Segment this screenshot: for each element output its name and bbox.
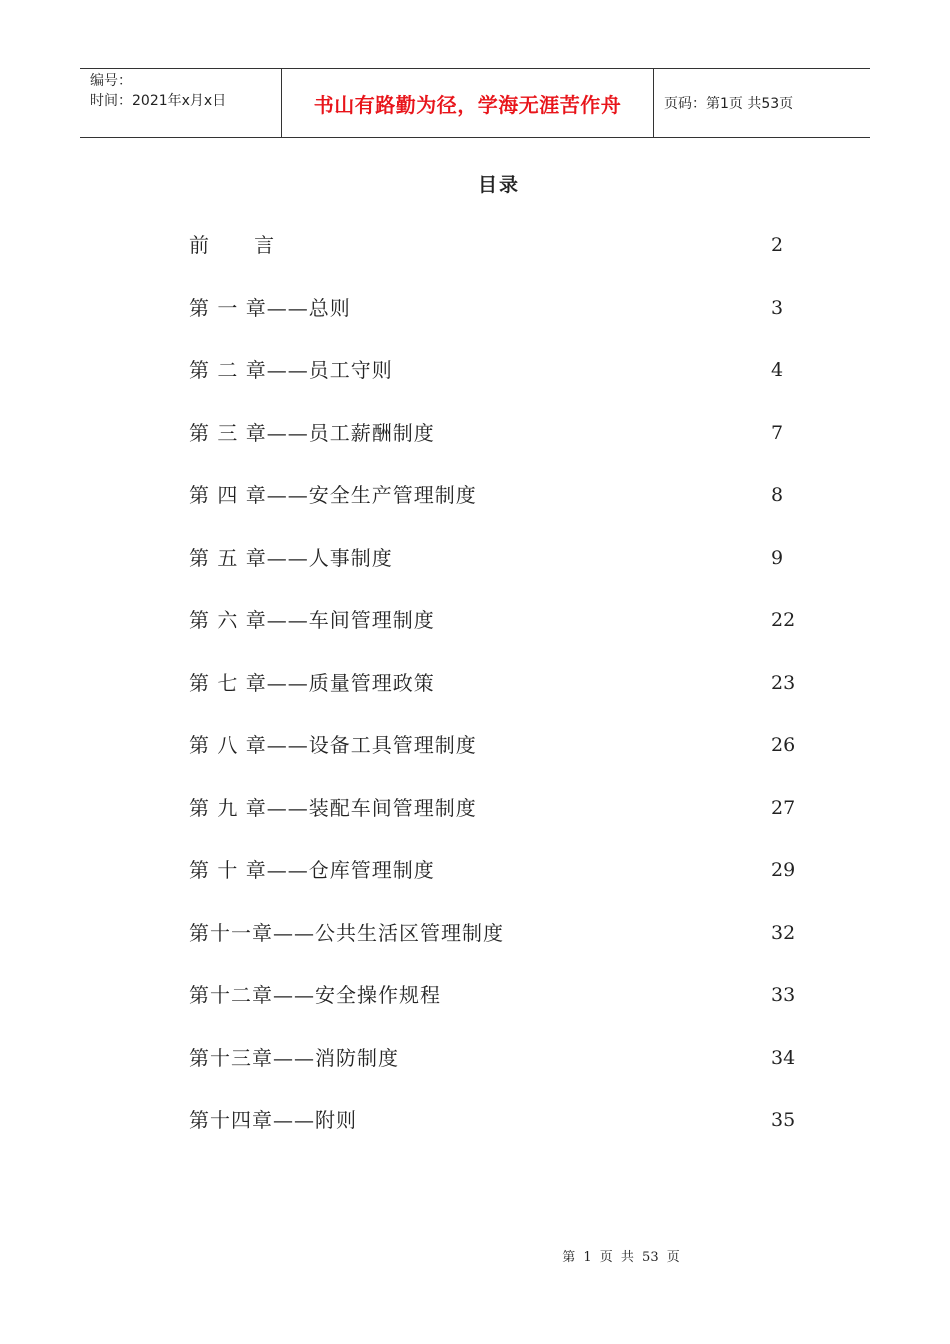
toc-entry-page: 33: [771, 984, 796, 1006]
toc-entry-label: 前 言: [189, 233, 276, 257]
toc-entry-chapter-14[interactable]: [189, 1103, 819, 1166]
toc-entry-chapter-2[interactable]: [189, 353, 819, 416]
toc-entry-page: 27: [771, 796, 796, 819]
toc-entry-label: 第 四 章——安全生产管理制度: [189, 483, 477, 507]
toc-entry-page: 22: [771, 609, 796, 631]
toc-entry-preface[interactable]: [189, 228, 819, 291]
toc-entry-page: 4: [771, 359, 784, 381]
toc-entry-label: 第十二章——安全操作规程: [189, 983, 441, 1007]
time-label: 时间：2021年x月x日: [90, 93, 227, 109]
toc-entry-chapter-1[interactable]: [189, 291, 819, 354]
toc-entry-label: 第 七 章——质量管理政策: [189, 670, 435, 695]
toc-entry-page: 35: [771, 1109, 796, 1131]
toc-entry-label: 第 八 章——设备工具管理制度: [189, 733, 477, 757]
toc-entry-page: 29: [771, 859, 796, 881]
toc-entry-label: 第 一 章——总则: [189, 295, 351, 320]
toc-entry-page: 8: [771, 484, 784, 506]
toc-entry-chapter-13[interactable]: [189, 1041, 819, 1104]
toc-entry-chapter-9[interactable]: [189, 791, 819, 854]
header-page-cell: [654, 69, 870, 137]
toc-entry-label: 第十一章——公共生活区管理制度: [189, 920, 504, 945]
toc-entry-chapter-11[interactable]: [189, 916, 819, 979]
toc-entry-label: 第十三章——消防制度: [189, 1045, 399, 1070]
toc-entry-page: 32: [771, 921, 796, 944]
toc-entry-chapter-7[interactable]: [189, 666, 819, 729]
toc-entry-chapter-12[interactable]: [189, 978, 819, 1041]
document-header: [80, 68, 870, 138]
number-label: 编号：: [90, 73, 132, 89]
motto-text: 书山有路勤为径，学海无涯苦作舟: [313, 92, 622, 117]
toc-entry-label: 第十四章——附则: [189, 1108, 357, 1132]
toc-entry-page: 7: [771, 421, 784, 444]
toc-entry-chapter-10[interactable]: [189, 853, 819, 916]
toc-title: 目录: [477, 174, 520, 196]
toc-entry-chapter-3[interactable]: [189, 416, 819, 479]
toc-entry-chapter-4[interactable]: [189, 478, 819, 541]
toc-entry-page: 23: [771, 671, 796, 694]
toc-entry-page: 3: [771, 296, 784, 319]
page-info: 页码：第1页 共53页: [664, 96, 794, 112]
header-meta-cell: [80, 69, 282, 137]
toc-entry-page: 26: [771, 734, 796, 756]
toc-entry-label: 第 三 章——员工薪酬制度: [189, 420, 435, 445]
toc-entry-label: 第 六 章——车间管理制度: [189, 608, 435, 632]
toc-entry-page: 34: [771, 1046, 796, 1069]
page-footer: 第 1 页 共 53 页: [562, 1250, 680, 1265]
toc-entry-chapter-8[interactable]: [189, 728, 819, 791]
toc-entry-label: 第 五 章——人事制度: [189, 545, 393, 570]
toc-entry-label: 第 二 章——员工守则: [189, 358, 393, 382]
table-of-contents: [189, 228, 819, 1166]
toc-entry-chapter-6[interactable]: [189, 603, 819, 666]
toc-entry-page: 9: [771, 546, 784, 569]
toc-entry-page: 2: [771, 234, 784, 256]
toc-entry-chapter-5[interactable]: [189, 541, 819, 604]
toc-entry-label: 第 九 章——装配车间管理制度: [189, 795, 477, 820]
toc-entry-label: 第 十 章——仓库管理制度: [189, 858, 435, 882]
header-motto-cell: [282, 69, 654, 137]
